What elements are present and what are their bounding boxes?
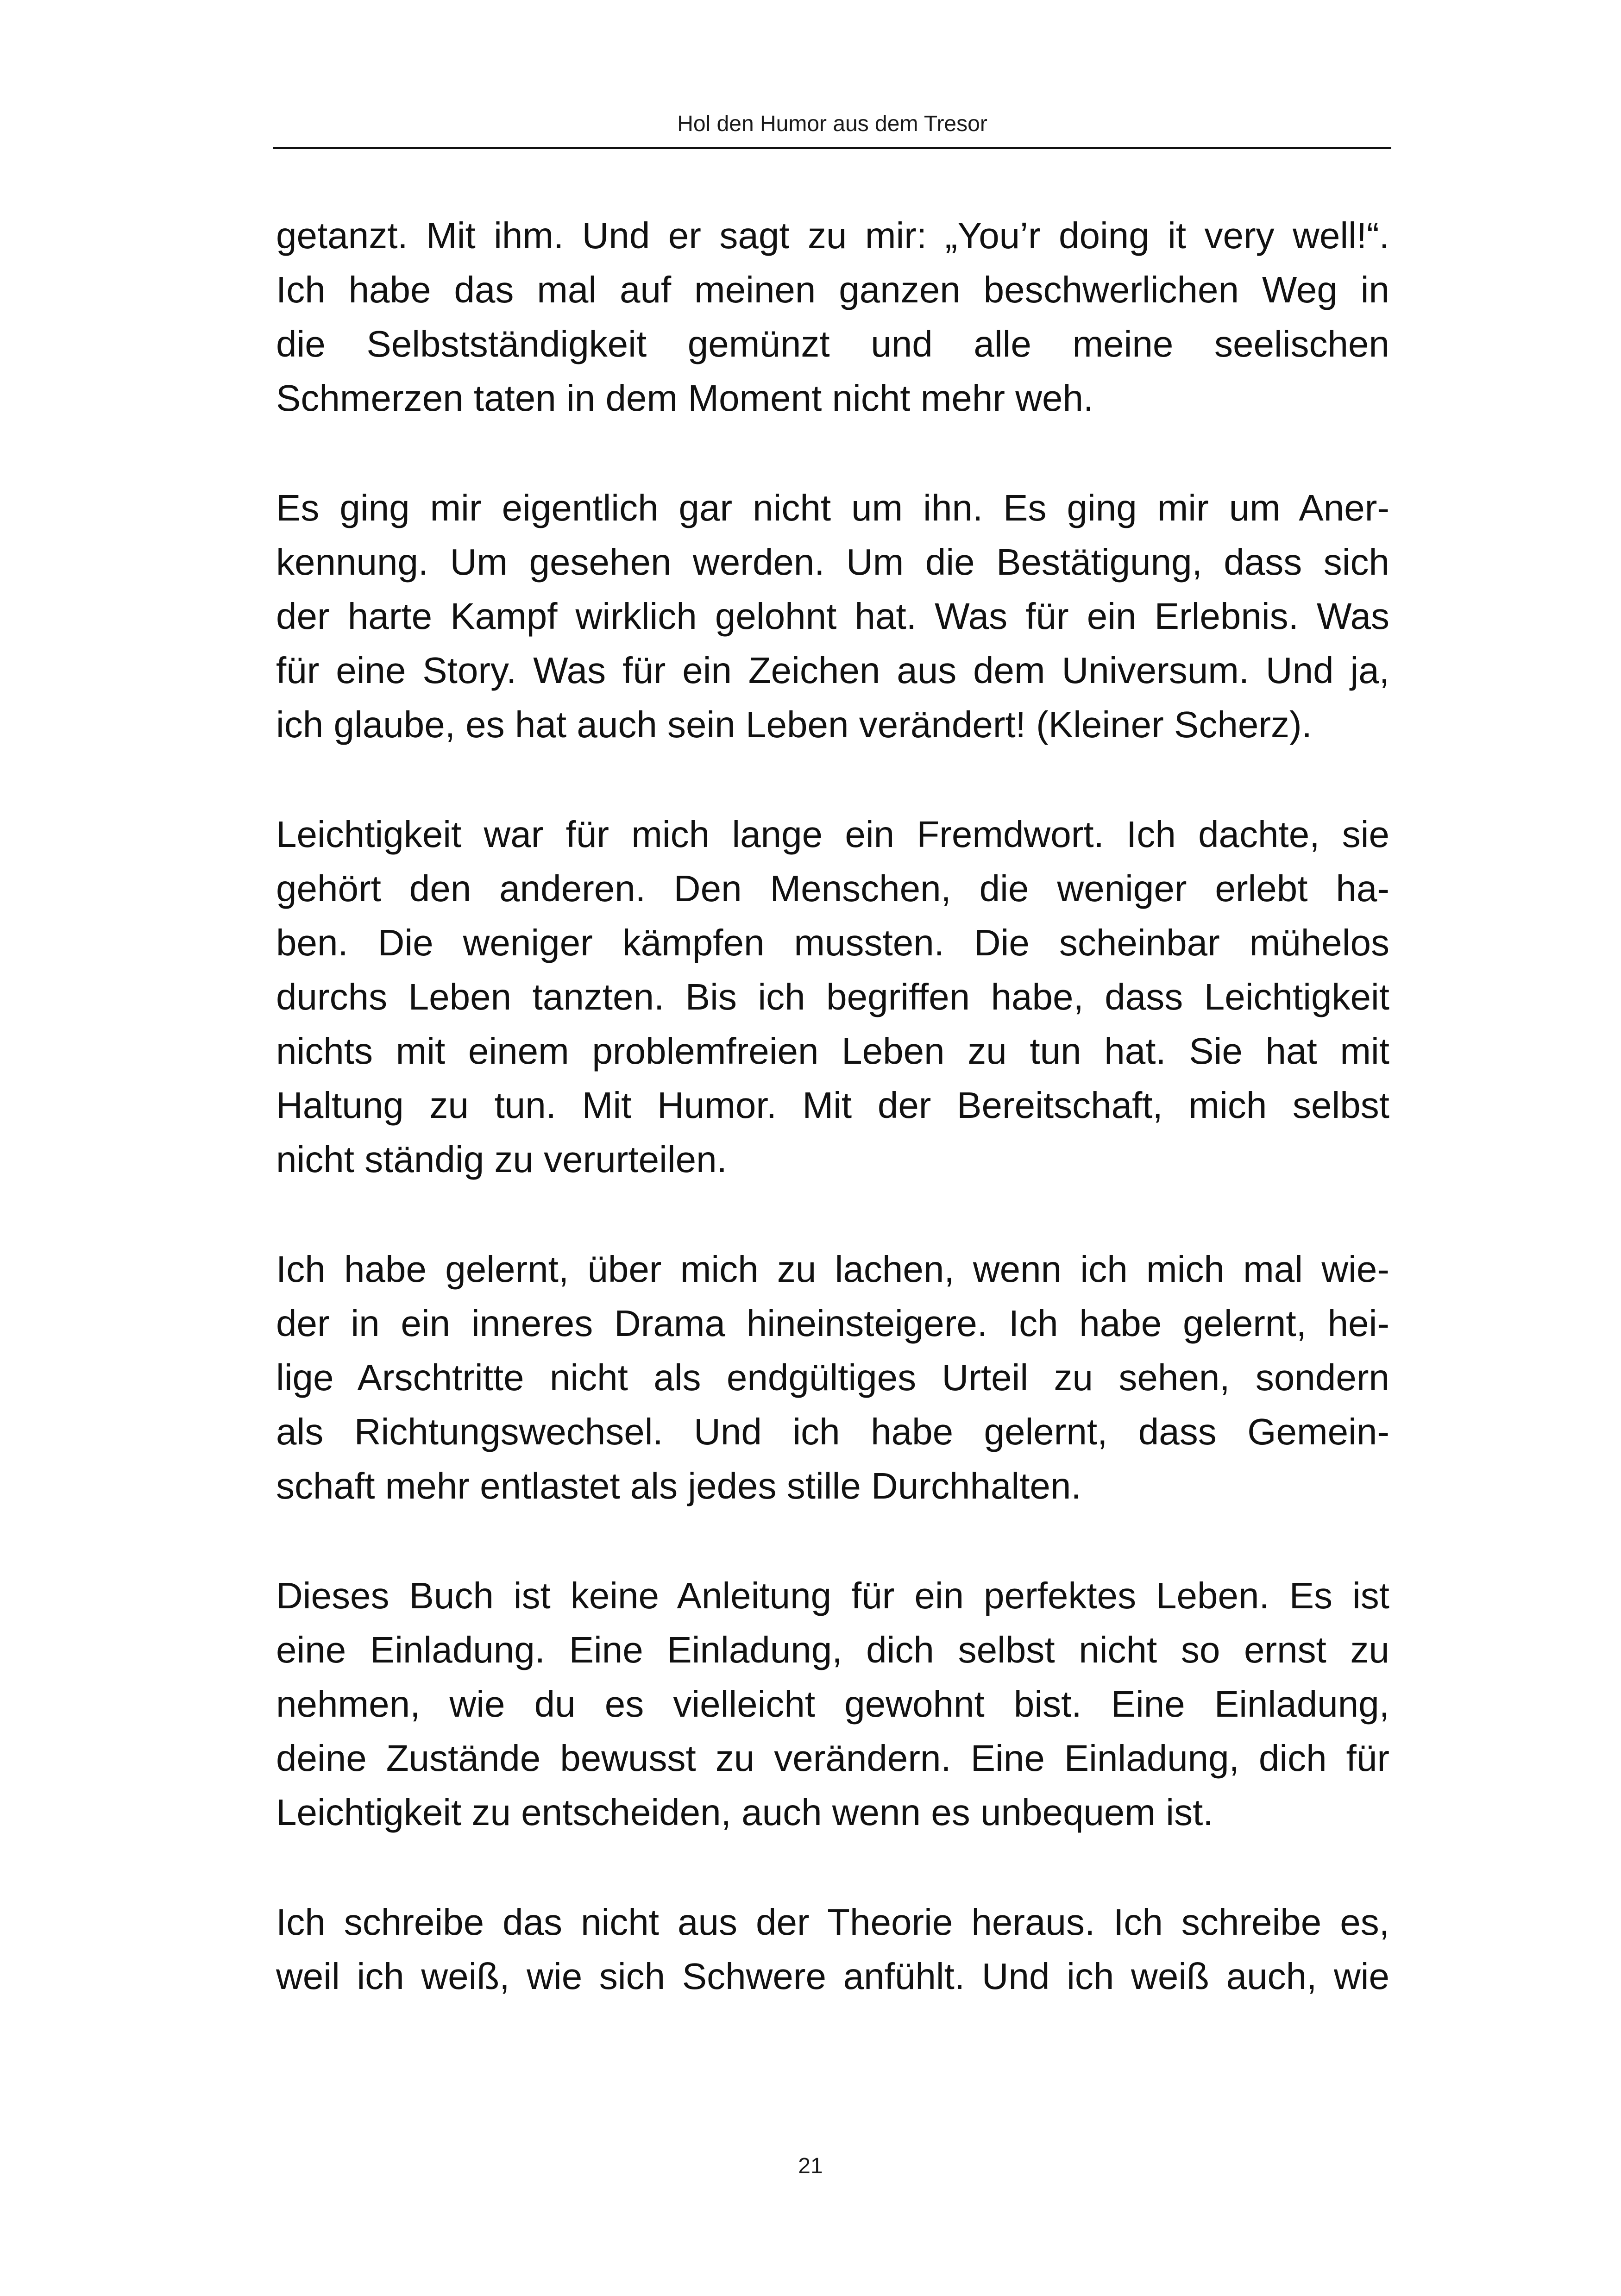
text-line: der harte Kampf wirklich gelohnt hat. Was für ein Erlebnis. Was — [276, 596, 1389, 637]
text-line: der in ein inneres Drama hineinsteigere. Ich habe gelernt, hei- — [276, 1303, 1389, 1344]
text-line: nehmen, wie du es vielleicht gewohnt bist. Eine Einladung, — [276, 1683, 1389, 1725]
paragraph — [276, 481, 1389, 752]
text-line: Haltung zu tun. Mit Humor. Mit der Bereitschaft, mich selbst — [276, 1085, 1389, 1126]
text-line: Ich habe das mal auf meinen ganzen beschwerlichen Weg in — [276, 269, 1389, 310]
text-line: Ich habe gelernt, über mich zu lachen, wenn ich mich mal wie- — [276, 1248, 1389, 1290]
text-line: für eine Story. Was für ein Zeichen aus dem Universum. Und ja, — [276, 650, 1389, 691]
paragraph — [276, 1568, 1389, 1839]
text-line: gehört den anderen. Den Menschen, die weniger erlebt ha- — [276, 868, 1389, 909]
text-line: Dieses Buch ist keine Anleitung für ein perfektes Leben. Es ist — [276, 1575, 1389, 1616]
paragraph — [276, 208, 1389, 425]
paragraph — [276, 1895, 1389, 2003]
paragraph-spacer — [276, 1186, 1389, 1242]
text-line: Es ging mir eigentlich gar nicht um ihn. Es ging mir um Aner- — [276, 487, 1389, 528]
paragraph — [276, 807, 1389, 1186]
text-line: schaft mehr entlastet als jedes stille Durchhalten. — [276, 1465, 1081, 1506]
paragraph-spacer — [276, 752, 1389, 807]
text-line: Ich schreibe das nicht aus der Theorie heraus. Ich schreibe es, — [276, 1901, 1389, 1943]
text-line: die Selbstständigkeit gemünzt und alle meine seelischen — [276, 323, 1389, 364]
header-divider — [273, 147, 1391, 149]
text-line: ich glaube, es hat auch sein Leben verändert! (Kleiner Scherz). — [276, 704, 1312, 745]
text-line: eine Einladung. Eine Einladung, dich selbst nicht so ernst zu — [276, 1629, 1389, 1670]
text-line: Leichtigkeit war für mich lange ein Fremdwort. Ich dachte, sie — [276, 814, 1389, 855]
paragraph-spacer — [276, 425, 1389, 481]
paragraph-spacer — [276, 1839, 1389, 1895]
text-line: weil ich weiß, wie sich Schwere anfühlt. Und ich weiß auch, wie — [276, 1956, 1389, 1997]
text-line: lige Arschtritte nicht als endgültiges Urteil zu sehen, sondern — [276, 1357, 1389, 1398]
page-number: 21 — [798, 2154, 823, 2178]
body-text — [276, 208, 1389, 2003]
text-line: nicht ständig zu verurteilen. — [276, 1139, 727, 1180]
running-header-title: Hol den Humor aus dem Tresor — [677, 112, 987, 136]
text-line: nichts mit einem problemfreien Leben zu tun hat. Sie hat mit — [276, 1030, 1389, 1072]
text-line: deine Zustände bewusst zu verändern. Eine Einladung, dich für — [276, 1738, 1389, 1779]
text-line: Leichtigkeit zu entscheiden, auch wenn es unbequem ist. — [276, 1792, 1213, 1833]
text-line: durchs Leben tanzten. Bis ich begriffen habe, dass Leichtigkeit — [276, 976, 1389, 1017]
text-line: getanzt. Mit ihm. Und er sagt zu mir: „You’r doing it very well!“. — [276, 215, 1389, 256]
text-line: ben. Die weniger kämpfen mussten. Die scheinbar mühelos — [276, 922, 1389, 963]
paragraph-spacer — [276, 1513, 1389, 1568]
paragraph — [276, 1242, 1389, 1513]
text-line: Schmerzen taten in dem Moment nicht mehr weh. — [276, 377, 1094, 419]
text-line: kennung. Um gesehen werden. Um die Bestätigung, dass sich — [276, 541, 1389, 583]
text-line: als Richtungswechsel. Und ich habe gelernt, dass Gemein- — [276, 1411, 1389, 1452]
